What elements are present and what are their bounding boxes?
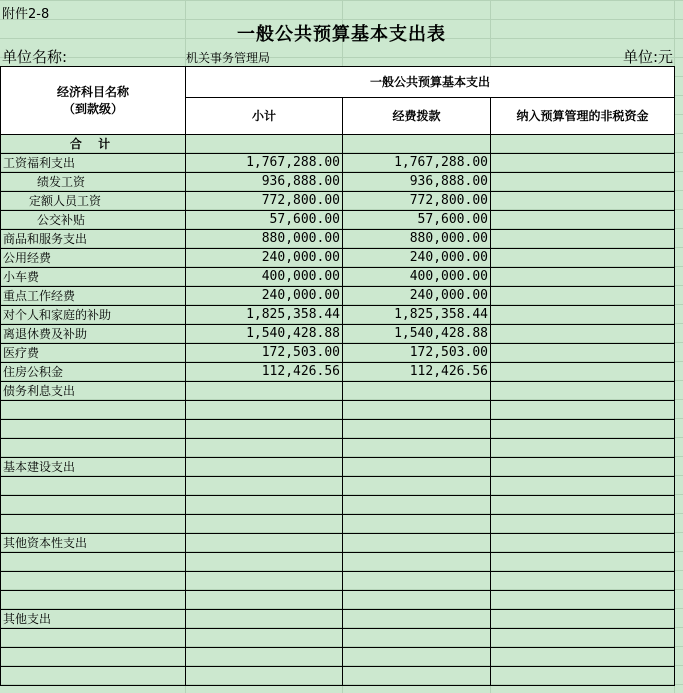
row-subtotal-cell[interactable] (186, 553, 343, 572)
row-funding-cell[interactable]: 772,800.00 (343, 192, 491, 211)
row-nontax-cell[interactable] (491, 401, 675, 420)
row-subtotal-cell[interactable] (186, 458, 343, 477)
row-nontax-cell[interactable] (491, 325, 675, 344)
row-subtotal-cell[interactable] (186, 515, 343, 534)
row-subject-cell[interactable]: 其他支出 (1, 610, 186, 629)
row-nontax-cell[interactable] (491, 553, 675, 572)
row-subtotal-cell[interactable] (186, 382, 343, 401)
row-subtotal-cell[interactable] (186, 534, 343, 553)
header-subject[interactable] (1, 67, 186, 135)
row-funding-cell[interactable] (343, 401, 491, 420)
row-funding-cell[interactable] (343, 572, 491, 591)
total-row (1, 135, 675, 154)
row-subject-cell[interactable] (1, 629, 186, 648)
header-group[interactable]: 一般公共预算基本支出 (186, 67, 675, 98)
row-funding-cell[interactable] (343, 439, 491, 458)
row-funding-cell[interactable] (343, 496, 491, 515)
table-row (1, 230, 675, 249)
table-row (1, 249, 675, 268)
row-subtotal-cell[interactable] (186, 667, 343, 686)
row-funding-cell[interactable] (343, 420, 491, 439)
row-funding-cell[interactable]: 880,000.00 (343, 230, 491, 249)
row-subject-cell[interactable]: 小车费 (1, 268, 186, 287)
row-subtotal-cell[interactable] (186, 591, 343, 610)
row-nontax-cell[interactable] (491, 230, 675, 249)
row-funding-cell[interactable] (343, 667, 491, 686)
page-title: 一般公共预算基本支出表 (237, 24, 446, 45)
row-nontax-cell[interactable] (491, 439, 675, 458)
row-subject-cell[interactable] (1, 648, 186, 667)
table-row (1, 515, 675, 534)
row-funding-cell[interactable]: 936,888.00 (343, 173, 491, 192)
table-row (1, 382, 675, 401)
row-funding-cell[interactable] (343, 610, 491, 629)
table-row (1, 268, 675, 287)
row-nontax-cell[interactable] (491, 629, 675, 648)
row-nontax-cell[interactable] (491, 211, 675, 230)
row-subtotal-cell[interactable] (186, 572, 343, 591)
row-subtotal-cell[interactable] (186, 477, 343, 496)
row-nontax-cell[interactable] (491, 534, 675, 553)
row-subject-cell[interactable] (1, 667, 186, 686)
table-row (1, 439, 675, 458)
row-funding-cell[interactable] (343, 515, 491, 534)
row-subtotal-cell[interactable] (186, 420, 343, 439)
row-subject-cell[interactable]: 商品和服务支出 (1, 230, 186, 249)
row-subtotal-cell[interactable] (186, 496, 343, 515)
unit-name-label: 单位名称: (2, 48, 68, 66)
row-subject-cell[interactable]: 债务利息支出 (1, 382, 186, 401)
header-subject-line2: （到款级） (62, 101, 123, 116)
row-funding-cell[interactable]: 240,000.00 (343, 287, 491, 306)
row-subtotal-cell[interactable]: 57,600.00 (186, 211, 343, 230)
row-nontax-cell[interactable] (491, 287, 675, 306)
row-nontax-cell[interactable] (491, 420, 675, 439)
row-subtotal-cell[interactable] (186, 610, 343, 629)
row-subtotal-cell[interactable]: 1,540,428.88 (186, 325, 343, 344)
row-subject-cell[interactable]: 工资福利支出 (1, 154, 186, 173)
table-row (1, 572, 675, 591)
expenditure-table (0, 66, 675, 686)
row-funding-cell[interactable]: 1,825,358.44 (343, 306, 491, 325)
total-subtotal-cell[interactable] (186, 135, 343, 154)
row-subject-cell[interactable]: 公用经费 (1, 249, 186, 268)
row-funding-cell[interactable] (343, 534, 491, 553)
row-subject-cell[interactable] (1, 420, 186, 439)
row-funding-cell[interactable]: 400,000.00 (343, 268, 491, 287)
row-nontax-cell[interactable] (491, 477, 675, 496)
table-row (1, 192, 675, 211)
table-row (1, 173, 675, 192)
row-subject-cell[interactable] (1, 439, 186, 458)
row-funding-cell[interactable] (343, 648, 491, 667)
row-funding-cell[interactable]: 1,767,288.00 (343, 154, 491, 173)
row-nontax-cell[interactable] (491, 610, 675, 629)
row-subject-cell[interactable]: 医疗费 (1, 344, 186, 363)
table-row (1, 420, 675, 439)
row-subtotal-cell[interactable]: 172,503.00 (186, 344, 343, 363)
row-subject-cell[interactable]: 其他资本性支出 (1, 534, 186, 553)
row-nontax-cell[interactable] (491, 154, 675, 173)
row-subtotal-cell[interactable]: 1,767,288.00 (186, 154, 343, 173)
row-funding-cell[interactable]: 57,600.00 (343, 211, 491, 230)
row-nontax-cell[interactable] (491, 249, 675, 268)
row-subject-cell[interactable]: 定额人员工资 (1, 192, 186, 211)
row-subject-cell[interactable]: 离退休费及补助 (1, 325, 186, 344)
total-label[interactable]: 合 计 (1, 135, 186, 154)
row-subject-cell[interactable]: 住房公积金 (1, 363, 186, 382)
row-funding-cell[interactable] (343, 553, 491, 572)
row-subtotal-cell[interactable] (186, 629, 343, 648)
row-subtotal-cell[interactable]: 772,800.00 (186, 192, 343, 211)
table-row (1, 496, 675, 515)
row-subject-cell[interactable] (1, 591, 186, 610)
row-subtotal-cell[interactable]: 400,000.00 (186, 268, 343, 287)
table-row (1, 648, 675, 667)
table-row (1, 325, 675, 344)
table-row (1, 211, 675, 230)
row-nontax-cell[interactable] (491, 173, 675, 192)
row-nontax-cell[interactable] (491, 572, 675, 591)
row-subject-cell[interactable] (1, 496, 186, 515)
row-funding-cell[interactable]: 1,540,428.88 (343, 325, 491, 344)
row-funding-cell[interactable]: 112,426.56 (343, 363, 491, 382)
row-subject-cell[interactable]: 公交补贴 (1, 211, 186, 230)
row-subject-cell[interactable]: 基本建设支出 (1, 458, 186, 477)
table-row (1, 610, 675, 629)
row-subject-cell[interactable] (1, 401, 186, 420)
row-subtotal-cell[interactable]: 936,888.00 (186, 173, 343, 192)
header-subtotal[interactable]: 小计 (186, 98, 343, 135)
row-subtotal-cell[interactable]: 240,000.00 (186, 249, 343, 268)
row-funding-cell[interactable] (343, 477, 491, 496)
attachment-label: 附件2-8 (2, 7, 50, 22)
table-row (1, 306, 675, 325)
row-nontax-cell[interactable] (491, 192, 675, 211)
row-nontax-cell[interactable] (491, 496, 675, 515)
row-subtotal-cell[interactable] (186, 648, 343, 667)
total-funding-cell[interactable] (343, 135, 491, 154)
row-nontax-cell[interactable] (491, 667, 675, 686)
unit-name-value: 机关事务管理局 (186, 51, 271, 65)
row-nontax-cell[interactable] (491, 268, 675, 287)
table-row (1, 154, 675, 173)
row-nontax-cell[interactable] (491, 515, 675, 534)
table-row (1, 591, 675, 610)
row-subtotal-cell[interactable] (186, 401, 343, 420)
currency-unit-label: 单位:元 (622, 48, 673, 66)
row-subject-cell[interactable] (1, 515, 186, 534)
row-subtotal-cell[interactable]: 1,825,358.44 (186, 306, 343, 325)
header-funding[interactable]: 经费拨款 (343, 98, 491, 135)
row-funding-cell[interactable] (343, 591, 491, 610)
row-subject-cell[interactable] (1, 477, 186, 496)
row-subtotal-cell[interactable]: 880,000.00 (186, 230, 343, 249)
row-subtotal-cell[interactable] (186, 439, 343, 458)
row-nontax-cell[interactable] (491, 344, 675, 363)
table-row (1, 553, 675, 572)
header-subject-line1: 经济科目名称 (56, 84, 129, 99)
table-row (1, 534, 675, 553)
row-nontax-cell[interactable] (491, 591, 675, 610)
table-row (1, 344, 675, 363)
row-subject-cell[interactable]: 绩发工资 (1, 173, 186, 192)
table-row (1, 629, 675, 648)
row-nontax-cell[interactable] (491, 306, 675, 325)
row-funding-cell[interactable] (343, 382, 491, 401)
row-nontax-cell[interactable] (491, 458, 675, 477)
row-subtotal-cell[interactable]: 240,000.00 (186, 287, 343, 306)
row-nontax-cell[interactable] (491, 382, 675, 401)
row-funding-cell[interactable]: 172,503.00 (343, 344, 491, 363)
row-subject-cell[interactable] (1, 572, 186, 591)
table-row (1, 477, 675, 496)
row-subject-cell[interactable]: 对个人和家庭的补助 (1, 306, 186, 325)
row-funding-cell[interactable] (343, 458, 491, 477)
table-row (1, 458, 675, 477)
header-nontax[interactable]: 纳入预算管理的非税资金 (491, 98, 675, 135)
table-row (1, 401, 675, 420)
total-nontax-cell[interactable] (491, 135, 675, 154)
row-funding-cell[interactable]: 240,000.00 (343, 249, 491, 268)
row-nontax-cell[interactable] (491, 648, 675, 667)
table-row (1, 363, 675, 382)
row-subject-cell[interactable]: 重点工作经费 (1, 287, 186, 306)
row-nontax-cell[interactable] (491, 363, 675, 382)
row-subtotal-cell[interactable]: 112,426.56 (186, 363, 343, 382)
table-row (1, 667, 675, 686)
row-subject-cell[interactable] (1, 553, 186, 572)
row-funding-cell[interactable] (343, 629, 491, 648)
table-row (1, 287, 675, 306)
